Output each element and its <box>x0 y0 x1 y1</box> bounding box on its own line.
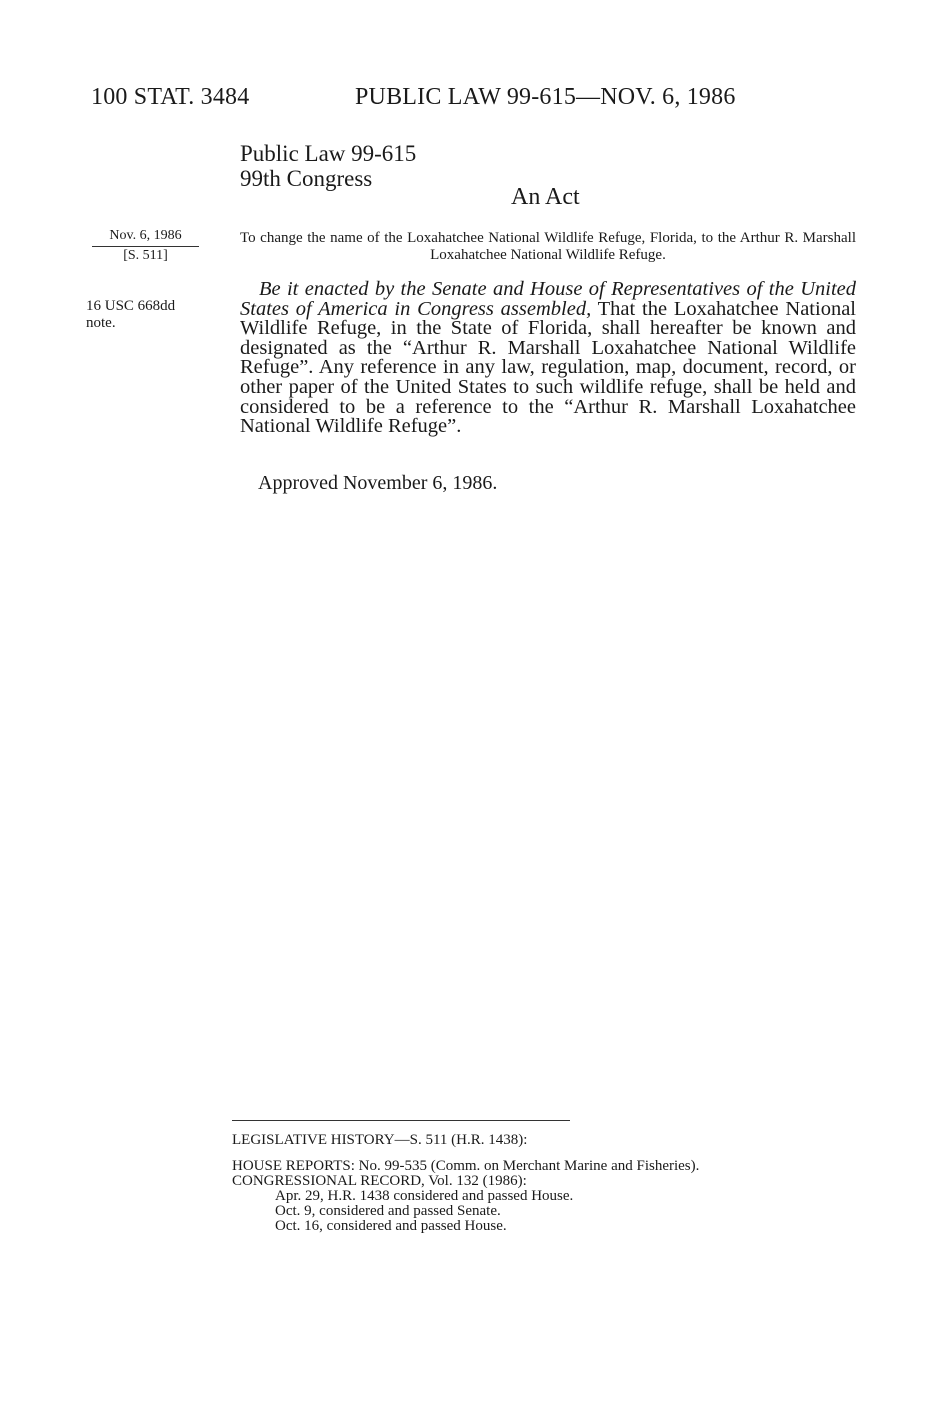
history-divider <box>232 1120 570 1121</box>
history-entry: Oct. 16, considered and passed House. <box>275 1218 507 1234</box>
usc-note-label: note. <box>86 315 116 331</box>
enactment-date: Nov. 6, 1986 <box>92 227 199 247</box>
legislative-history-heading: LEGISLATIVE HISTORY—S. 511 (H.R. 1438): <box>232 1132 528 1148</box>
purpose-statement: To change the name of the Loxahatchee National Wildlife Refuge, Florida, to the Arthur R. Marshall Loxahatchee National Wildlife Refuge. <box>240 230 856 263</box>
act-text: That the Loxahatchee National Wildlife Refuge, in the State of Florida, shall hereafter be known and designated as the “Arthur R. Marshall Loxahatchee National Wildlife Refuge”. Any reference in any law, regulation, map, document, record, or other paper of the United States to such wildlife refuge, shall be held and considered to be a reference to the “Arthur R. Marshall Loxahatchee National Wildlife Refuge”. <box>240 297 856 438</box>
public-law-number: Public Law 99-615 <box>240 141 417 166</box>
margin-usc-note <box>86 298 206 332</box>
history-entry: Apr. 29, H.R. 1438 considered and passed House. <box>275 1188 574 1204</box>
approval-line: Approved November 6, 1986. <box>258 472 498 494</box>
enacting-clause: Be it enacted by the Senate and House of Representatives of the United States of America in Congress assembled, <box>240 278 856 320</box>
bill-number: [S. 511] <box>123 248 168 263</box>
usc-citation: 16 USC 668dd <box>86 298 176 314</box>
legislative-history <box>232 1159 832 1234</box>
running-title: PUBLIC LAW 99-615—NOV. 6, 1986 <box>355 84 736 110</box>
act-body <box>240 280 856 437</box>
congress-label: 99th Congress <box>240 166 373 191</box>
congressional-record: CONGRESSIONAL RECORD, Vol. 132 (1986): <box>232 1173 527 1189</box>
history-entry: Oct. 9, considered and passed Senate. <box>275 1203 501 1219</box>
page-reference: 100 STAT. 3484 <box>91 84 250 110</box>
margin-date-note <box>92 227 199 265</box>
house-reports: HOUSE REPORTS: No. 99-535 (Comm. on Merchant Marine and Fisheries). <box>232 1158 700 1174</box>
act-label: An Act <box>511 184 580 210</box>
law-title-block <box>240 141 416 191</box>
